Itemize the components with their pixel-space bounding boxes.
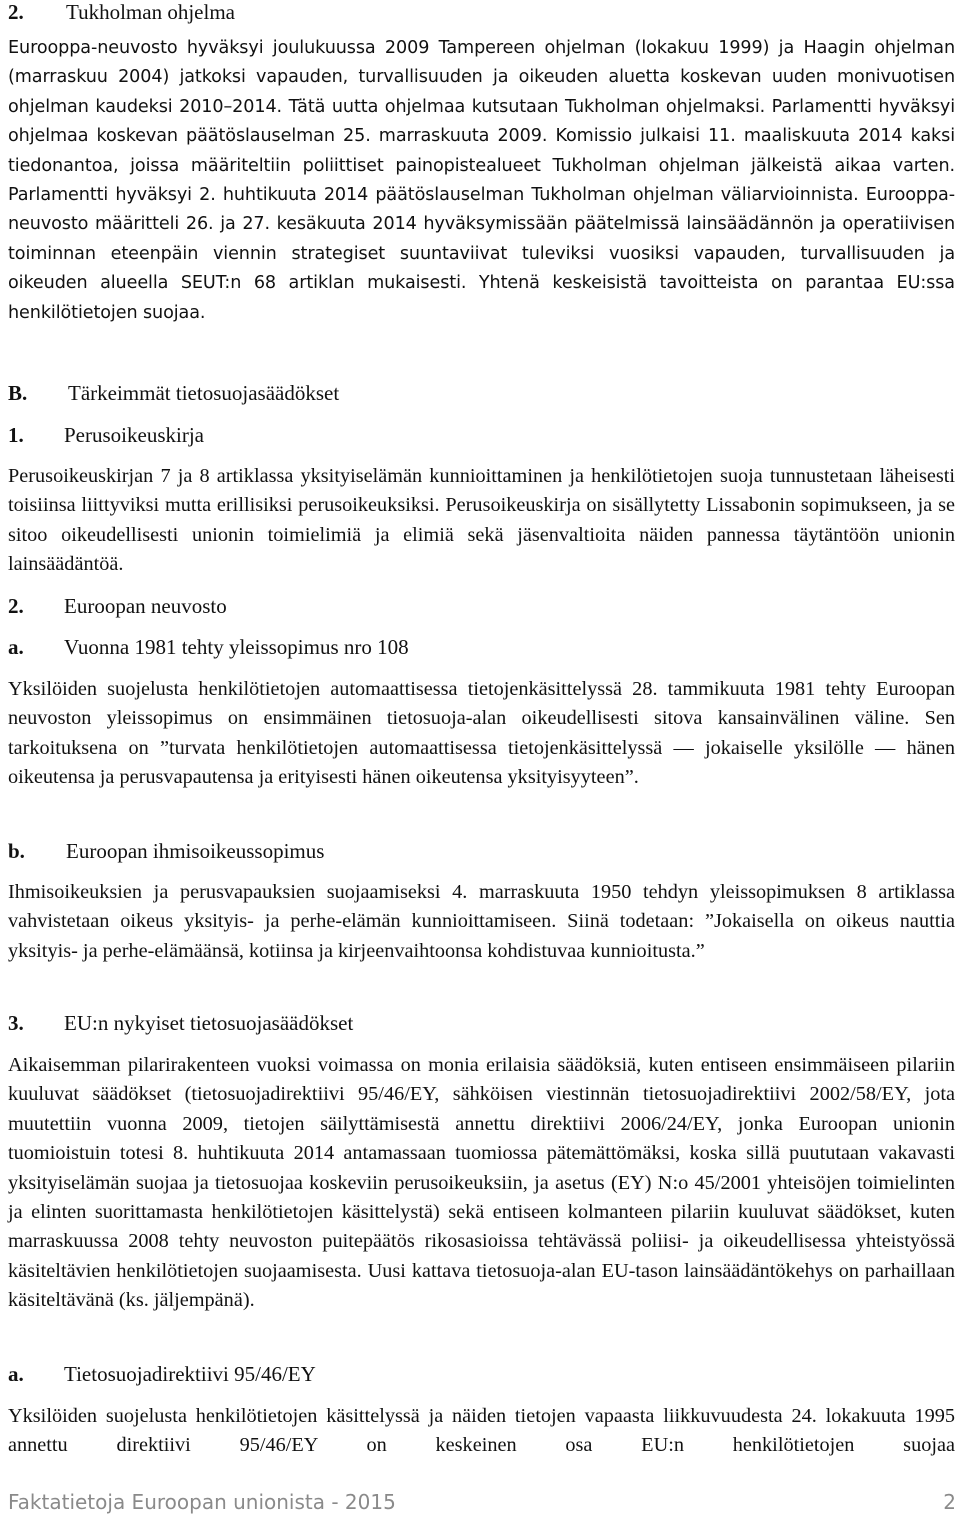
- section-title: Euroopan neuvosto: [64, 594, 227, 618]
- section-heading-nykyiset-saadokset: [8, 1011, 353, 1035]
- section-title: Euroopan ihmisoikeussopimus: [66, 839, 325, 863]
- paragraph-nykyiset-saadokset: Aikaisemman pilarirakenteen vuoksi voimassa on monia erilaisia säädöksiä, kuten entiseen ensimmäiseen pilariin kuuluvat säädökset (tietosuojadirektiivi 95/46/EY, sähköisen viestinnän tietosuojadirektiivi 2002/58/EY, jota muutettiin vuonna 2009, tietojen säilyttämisestä annettu direktiivi 2006/24/EY, jonka Euroopan unionin tuomioistuin totesi 8. huhtikuuta 2014 antamassaan tuomiossa pätemättömäksi, koska sillä puututaan vakavasti yksityiselämän suojaa ja tietosuojaa koskeviin perusoikeuksiin, ja asetus (EY) N:o 45/2001 yhteisöjen toimielinten ja elinten suorittamasta henkilötietojen käsittelystä) sekä entiseen kolmanteen pilariin kuuluvat säädökset, kuten marraskuussa 2008 tehty neuvoston puitepäätös rikosasioissa tehtävässä poliisi- ja oikeudellisessa yhteistyössä käsiteltävien henkilötietojen suojaamisesta. Uusi kattava tietosuoja-alan EU-tason lainsäädäntökehys on parhaillaan käsiteltävänä (ks. jäljempänä).: [8, 1054, 955, 1312]
- section-heading-b: [8, 381, 339, 405]
- paragraph-ihmisoikeussopimus: Ihmisoikeuksien ja perusvapauksien suojaamiseksi 4. marraskuuta 1950 tehdyn yleissopimuksen 8 artiklassa vahvistetaan oikeus yksityis- ja perhe-elämän kunnioittamiseen. Siinä todetaan: ”Jokaisella on oikeus nauttia yksityis- ja perhe-elämäänsä, kotiinsa ja kirjeenvaihtoonsa kohdistuvaa kunnioitusta.”: [8, 881, 955, 962]
- page-footer: [8, 1490, 956, 1514]
- paragraph-tietosuojadirektiivi: Yksilöiden suojelusta henkilötietojen käsittelyssä ja näiden tietojen vapaasta liikkuvuudesta 24. lokakuuta 1995 annettu direktiivi 95/46/EY on keskeinen osa EU:n henkilötietojen suojaa: [8, 1405, 955, 1457]
- section-heading-yleissopimus-108: [8, 635, 409, 659]
- section-heading-ihmisoikeussopimus: [8, 839, 324, 863]
- section-title: Tietosuojadirektiivi 95/46/EY: [64, 1362, 316, 1386]
- section-number: B.: [8, 381, 28, 405]
- section-title: Vuonna 1981 tehty yleissopimus nro 108: [64, 635, 409, 659]
- section-number: 2.: [8, 594, 24, 618]
- section-number: a.: [8, 1362, 24, 1386]
- section-heading-euroopan-neuvosto: [8, 594, 227, 618]
- section-number: 2.: [8, 0, 24, 24]
- page-number: 2: [943, 1490, 956, 1514]
- section-number: a.: [8, 635, 24, 659]
- section-heading-perusoikeuskirja: [8, 423, 204, 447]
- paragraph-perusoikeuskirja: Perusoikeuskirjan 7 ja 8 artiklassa yksityiselämän kunnioittaminen ja henkilötietojen suoja tunnustetaan läheisesti toisiinsa liittyviksi mutta erillisiksi perusoikeuksiksi. Perusoikeuskirja on sisällytetty Lissabonin sopimukseen, ja se sitoo oikeudellisesti unionin toimielimiä ja elimiä sekä jäsenvaltioita näiden pannessa täytäntöön unionin lainsäädäntöä.: [8, 465, 955, 576]
- paragraph-tukholma: Eurooppa-neuvosto hyväksyi joulukuussa 2009 Tampereen ohjelman (lokakuu 1999) ja Haagin ohjelman (marraskuu 2004) jatkoksi vapauden, turvallisuuden ja oikeuden aluetta koskevan uuden monivuotisen ohjelman kaudeksi 2010–2014. Tätä uutta ohjelmaa kutsutaan Tukholman ohjelmaksi. Parlamentti hyväksyi ohjelmaa koskevan päätöslauselman 25. marraskuuta 2009. Komissio julkaisi 11. maaliskuuta 2014 kaksi tiedonantoa, joissa määriteltiin poliittiset painopistealueet Tukholman ohjelman jälkeistä aikaa varten. Parlamentti hyväksyi 2. huhtikuuta 2014 päätöslauselman Tukholman ohjelman väliarvioinnista. Eurooppa-neuvosto määritteli 26. ja 27. kesäkuuta 2014 hyväksymissään päätelmissä lainsäädännön ja operatiivisen toiminnan eteenpäin viennin strategiset suuntaviivat tuleviksi vuosiksi vapauden, turvallisuuden ja oikeuden alueella SEUT:n 68 artiklan mukaisesti. Yhtenä keskeisistä tavoitteista on parantaa EU:ssa henkilötietojen suojaa.: [8, 38, 955, 323]
- section-title: EU:n nykyiset tietosuojasäädökset: [64, 1011, 354, 1035]
- section-title: Perusoikeuskirja: [64, 423, 204, 447]
- section-number: 3.: [8, 1011, 24, 1035]
- section-heading-tietosuojadirektiivi: [8, 1362, 316, 1386]
- section-number: b.: [8, 839, 25, 863]
- paragraph-yleissopimus-108: Yksilöiden suojelusta henkilötietojen automaattisessa tietojenkäsittelyssä 28. tammikuuta 1981 tehty Euroopan neuvoston yleissopimus on ensimmäinen tietosuoja-alan oikeudellisesti sitova kansainvälinen väline. Sen tarkoituksena on ”turvata henkilötietojen automaattisessa tietojenkäsittelyssä — jokaiselle yksilölle — hänen oikeutensa ja perusvapautensa ja erityisesti hänen oikeutensa yksityisyyteen”.: [8, 678, 955, 789]
- footer-title: Faktatietoja Euroopan unionista - 2015: [8, 1490, 396, 1514]
- section-title: Tukholman ohjelma: [66, 0, 235, 24]
- section-number: 1.: [8, 423, 24, 447]
- section-heading-tukholma: [8, 0, 235, 24]
- section-title: Tärkeimmät tietosuojasäädökset: [68, 381, 340, 405]
